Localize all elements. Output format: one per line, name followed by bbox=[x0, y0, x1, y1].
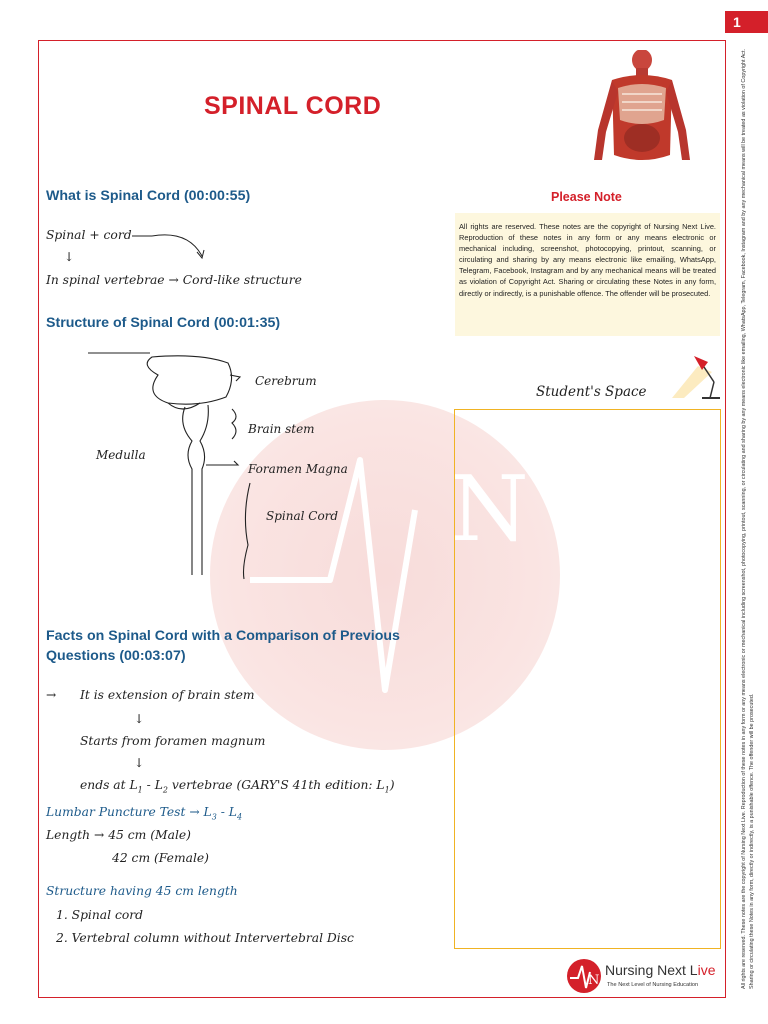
heading-facts-line1: Facts on Spinal Cord with a Comparison of Previous bbox=[46, 628, 400, 644]
bullet-arrow: → bbox=[46, 688, 57, 702]
down-arrow: ↓ bbox=[64, 250, 75, 264]
label-cerebrum: Cerebrum bbox=[255, 374, 317, 388]
copyright-note-box: All rights are reserved. These notes are the copyright of Nursing Next Live. Reproduction of these notes in any form or any means electronic or mechanical including, screenshot, photocopying, printout, scanning, or circulating and sharing by any means electronic like emailing, WhatsApp, Telegram, Facebook, Instagram and by any mechanical means will be treated as violation of Copyright Act. Sharing or circulating these Notes in any form, directly or indirectly, is a punishable offence. The offender will be prosecuted. bbox=[455, 213, 720, 336]
page-number: 1 bbox=[725, 11, 768, 33]
label-foramen: Foramen Magna bbox=[248, 462, 348, 476]
heading-structure: Structure of Spinal Cord (00:01:35) bbox=[46, 315, 281, 331]
heading-facts-line2: Questions (00:03:07) bbox=[46, 648, 186, 664]
structure-45cm-heading: Structure having 45 cm length bbox=[46, 884, 238, 898]
length-female: 42 cm (Female) bbox=[112, 851, 209, 865]
label-brain-stem: Brain stem bbox=[248, 422, 315, 436]
anatomy-torso-image bbox=[590, 50, 694, 170]
label-spinal-cord: Spinal Cord bbox=[266, 509, 339, 523]
student-space-label: Student's Space bbox=[536, 384, 647, 400]
svg-text:N: N bbox=[450, 457, 529, 562]
down-arrow-2: ↓ bbox=[134, 756, 145, 770]
fact-ends: ends at $L_1 - L_2$ vertebrae (GARY'S 41th edition: $L_1$) bbox=[80, 778, 395, 795]
please-note-title: Please Note bbox=[551, 190, 622, 204]
length-male: Length → 45 cm (Male) bbox=[46, 828, 191, 842]
fact-starts: Starts from foramen magnum bbox=[80, 734, 266, 748]
label-medulla: Medulla bbox=[96, 448, 146, 462]
etymology-line: Spinal + cord bbox=[46, 228, 132, 242]
curved-arrow bbox=[130, 226, 220, 266]
definition-line: In spinal vertebrae → Cord-like structure bbox=[46, 273, 302, 287]
list-item: 2. Vertebral column without Intervertebral Disc bbox=[56, 931, 354, 945]
heading-what-is-spinal-cord: What is Spinal Cord (00:00:55) bbox=[46, 188, 251, 204]
spinal-cord-sketch bbox=[80, 345, 380, 590]
list-item: 1. Spinal cord bbox=[56, 908, 144, 922]
side-copyright-notice bbox=[726, 44, 768, 994]
down-arrow-1: ↓ bbox=[134, 712, 145, 726]
side-notice-text: All rights are reserved. These notes are the copyright of Nursing Next Live. Reproduction of these notes in any form or any means electronic or mechanical including screenshot, photocopying, printout, scanning, or circulating and sharing by any means electronic like emailing, WhatsApp, Telegram, Facebook, Instagram and by any mechanical means will be treated as violation of Copyright Act. Sharing or circulating these Notes in any form, directly or indirectly, is a punishable offence. The offender will be prosecuted. bbox=[741, 49, 755, 989]
student-space-box bbox=[454, 409, 721, 949]
nursing-next-live-logo-icon bbox=[566, 958, 602, 994]
fact-extension: It is extension of brain stem bbox=[80, 688, 255, 702]
svg-text:N: N bbox=[588, 973, 600, 988]
lumbar-puncture-line: Lumbar Puncture Test → $L_3 - L_4$ bbox=[46, 805, 243, 822]
page-title: SPINAL CORD bbox=[204, 92, 382, 120]
desk-lamp-icon bbox=[664, 352, 724, 402]
brand-name: Nursing Next Live bbox=[605, 962, 716, 978]
brand-tagline: The Next Level of Nursing Education bbox=[607, 982, 699, 988]
